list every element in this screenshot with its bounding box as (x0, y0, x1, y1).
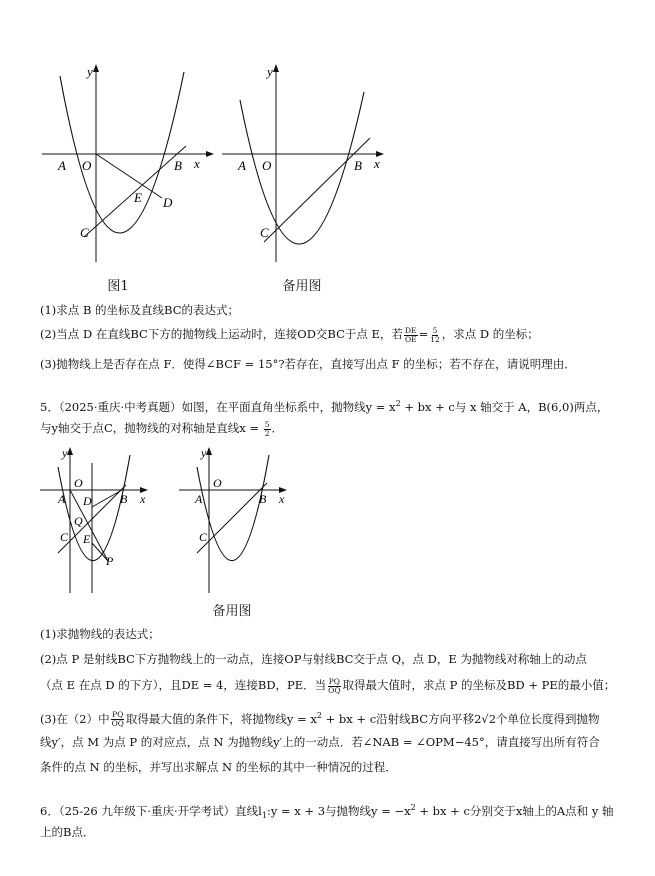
fig4-label-x: x (279, 492, 285, 506)
fig2-label-A: A (238, 158, 246, 173)
fig3-label-A: A (58, 492, 66, 506)
q5-header-line2: 与y轴交于点C，抛物线的对称轴是直线x = $\frac{5}{2}$ ． (40, 419, 284, 438)
q5-part2-line1: (2)点 P 是射线BC下方抛物线上的一动点，连接OP与射线BC交于点 Q，点 D，E 为抛物线对称轴上的动点 (40, 652, 587, 666)
fig1-label-O: O (82, 158, 92, 173)
fig2-label-x: x (374, 156, 380, 171)
fig1-label-D: D (163, 195, 173, 210)
q4-part1: (1)求点 B 的坐标及直线BC的表达式； (40, 303, 240, 317)
fig4-label-B: B (259, 492, 267, 506)
fig3-label-x: x (140, 492, 146, 506)
fig4-label-A: A (195, 492, 203, 506)
fig2-label-y: y (267, 64, 273, 79)
fig4-caption: 备用图 (212, 604, 252, 619)
q5-part3-line3: 条件的点 N 的坐标，并写出求解点 N 的坐标的其中一种情况的过程． (40, 760, 397, 774)
q6-line1: 6．（25-26 九年级下·重庆·开学考试）直线$l_1:y = x + 3$与抛物线$y = -x^2$ + bx + c分别交于x轴上的A点和 y 轴 (40, 803, 614, 821)
fraction-5-2: $\frac{5}{2}$ (264, 419, 270, 438)
fig4-label-y: y (201, 446, 207, 460)
fig2-label-O: O (262, 158, 272, 173)
fig1-label-C: C (80, 225, 89, 240)
fig3-label-B: B (120, 492, 128, 506)
fraction-5-12: $\frac{5}{12}$ (430, 325, 440, 344)
fig3-label-P: P (106, 554, 114, 568)
fig3-label-O: O (74, 476, 83, 490)
fig1-label-A: A (58, 158, 66, 173)
fig3-label-E: E (83, 532, 91, 546)
fig2-label-B: B (354, 158, 362, 173)
fig4-label-O: O (213, 476, 222, 490)
fig1-label-x: x (194, 156, 200, 171)
fraction-pq-oq-2: $\frac{PQ}{OQ}$ (111, 710, 124, 729)
figure-1 (38, 62, 218, 267)
fig1-label-B: B (174, 158, 182, 173)
q4-part3: (3)抛物线上是否存在点 F．使得∠BCF = 15°?若存在，直接写出点 F 的坐标；若不存在，请说明理由． (40, 357, 576, 371)
q5-part3-line1: (3)在（2）中 $\frac{PQ}{OQ}$ 取得最大值的条件下，将抛物线$y = x^2$ + bx + c沿射线BC方向平移2√2个单位长度得到抛物 (40, 710, 600, 729)
fig3-label-Q: Q (74, 514, 83, 528)
q5-part1: (1)求抛物线的表达式； (40, 627, 160, 641)
fraction-de-oe: $\frac{DE}{OE}$ (404, 325, 417, 344)
figure-3 (36, 445, 161, 595)
q5-part3-line2: 线y′，点 M 为点 P 的对应点，点 N 为抛物线y′上的一动点．若∠NAB = ∠OPM−45°，请直接写出所有符合 (40, 735, 600, 749)
fig1-label-y: y (87, 64, 93, 79)
figure-4 (175, 445, 300, 595)
fig1-caption: 图1 (107, 279, 129, 294)
q5-part2-line2: （点 E 在点 D 的下方），且DE = 4，连接BD，PE．当 $\frac{PQ}{OQ}$ 取得最大值时，求点 P 的坐标及BD + PE的最小值； (40, 676, 616, 695)
q6-line2: 上的B点． (40, 825, 95, 839)
fig2-caption: 备用图 (282, 279, 322, 294)
fraction-pq-oq: $\frac{PQ}{OQ}$ (328, 676, 341, 695)
fig3-label-D: D (83, 494, 92, 508)
fig2-label-C: C (260, 225, 269, 240)
q4-part2: (2)当点 D 在直线BC下方的抛物线上运动时，连接OD交BC于点 E，若 $\frac{DE}{OE}$ = $\frac{5}{12}$ ，求点 D 的坐标； (40, 325, 539, 344)
figure-2 (218, 62, 398, 267)
fig3-label-y: y (62, 446, 68, 460)
fig4-label-C: C (199, 530, 208, 544)
fig1-label-E: E (134, 190, 142, 205)
q5-header-line1: 5．（2025·重庆·中考真题）如图，在平面直角坐标系中，抛物线$y = x^2$ + bx + c与 x 轴交于 A，B(6,0)两点， (40, 399, 609, 414)
fig3-label-C: C (60, 530, 69, 544)
